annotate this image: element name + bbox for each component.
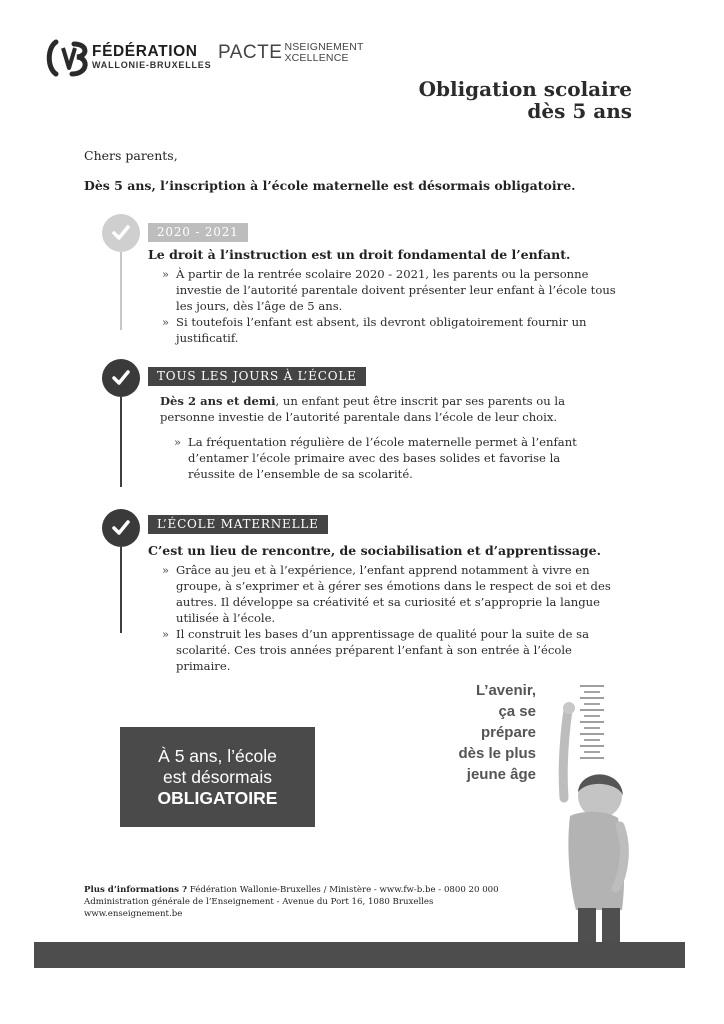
section-label-ecole-maternelle: L’ÉCOLE MATERNELLE xyxy=(148,515,328,534)
pacte-line1: NSEIGNEMENT xyxy=(284,41,364,53)
section-label-2020: 2020 - 2021 xyxy=(148,223,248,242)
footer-line1-rest: Fédération Wallonie-Bruxelles / Ministère - www.fw-b.be - 0800 20 000 xyxy=(187,885,499,895)
footer-website: www.enseignement.be xyxy=(84,909,183,919)
slogan-line: L’avenir, xyxy=(475,682,536,699)
section-divider-line xyxy=(120,397,122,487)
pacte-line2: XCELLENCE xyxy=(284,52,349,64)
footer-line2: Administration générale de l’Enseignement - Avenue du Port 16, 1080 Bruxelles xyxy=(84,897,434,907)
pacte-big: PACTE xyxy=(218,42,283,63)
check-icon xyxy=(102,214,140,252)
lead-rest: , un enfant peut être inscrit par ses parents ou la personne investie de l’autorité parentale dans l’école de leur choix. xyxy=(160,394,566,424)
document-title xyxy=(419,78,632,122)
intro-statement: Dès 5 ans, l’inscription à l’école maternelle est désormais obligatoire. xyxy=(84,178,576,193)
banner-line3: OBLIGATOIRE xyxy=(157,787,278,808)
footer-line1 xyxy=(84,884,499,896)
child-measuring-height-illustration xyxy=(520,698,640,943)
bullet-item: » À partir de la rentrée scolaire 2020 - 2021, les parents ou la personne investie de l’autorité parentale doivent présenter leur enfant à l’école tous les jours, dès l’âge de 5 ans. xyxy=(162,266,630,314)
banner-line2: est désormais xyxy=(163,766,272,787)
section-lead xyxy=(160,393,600,425)
check-icon xyxy=(102,359,140,397)
bullet-item: » La fréquentation régulière de l’école maternelle permet à l’enfant d’entamer l’école primaire avec des bases solides et favorise la réussite de l’ensemble de sa scolarité. xyxy=(174,434,600,482)
logo-line1: FÉDÉRATION xyxy=(92,43,198,60)
footer-info xyxy=(84,884,499,920)
lead-bold: Dès 2 ans et demi xyxy=(160,394,276,408)
logo-line2: WALLONIE-BRUXELLES xyxy=(92,60,212,70)
fwb-logo-text xyxy=(92,43,211,71)
check-icon xyxy=(102,509,140,547)
bottom-bar xyxy=(34,942,685,968)
section-heading: C’est un lieu de rencontre, de sociabilisation et d’apprentissage. xyxy=(148,543,601,558)
title-line2: dès 5 ans xyxy=(527,99,632,123)
greeting: Chers parents, xyxy=(84,148,178,163)
section-body xyxy=(162,562,624,674)
section-divider-line xyxy=(120,547,122,633)
bullet-item: » Si toutefois l’enfant est absent, ils devront obligatoirement fournir un justificatif. xyxy=(162,314,630,346)
section-heading: Le droit à l’instruction est un droit fondamental de l’enfant. xyxy=(148,247,571,262)
section-divider-line xyxy=(120,252,122,330)
section-body xyxy=(162,266,630,346)
title-line1: Obligation scolaire xyxy=(418,77,632,101)
banner-line1: À 5 ans, l’école xyxy=(158,745,277,766)
section-label-tous-les-jours: TOUS LES JOURS À L’ÉCOLE xyxy=(148,367,366,386)
pacte-logo xyxy=(218,42,364,64)
bullet-item: » Il construit les bases d’un apprentissage de qualité pour la suite de sa scolarité. Ces trois années préparent l’enfant à son entrée à l’école primaire. xyxy=(162,626,624,674)
slogan-line: jeune âge xyxy=(466,766,536,783)
slogan-line: dès le plus xyxy=(458,745,536,762)
section-body xyxy=(160,393,600,482)
fwb-logo-icon xyxy=(44,38,88,78)
slogan-line: ça se prépare xyxy=(480,703,536,741)
obligatoire-banner xyxy=(120,727,315,827)
bullet-item: » Grâce au jeu et à l’expérience, l’enfant apprend notamment à vivre en groupe, à s’exprimer et à gérer ses émotions dans le respect de soi et des autres. Il développe sa créativité et sa curiosité et s’approprie la langue utilisée à l’école. xyxy=(162,562,624,626)
footer-bold: Plus d’informations ? xyxy=(84,885,188,895)
